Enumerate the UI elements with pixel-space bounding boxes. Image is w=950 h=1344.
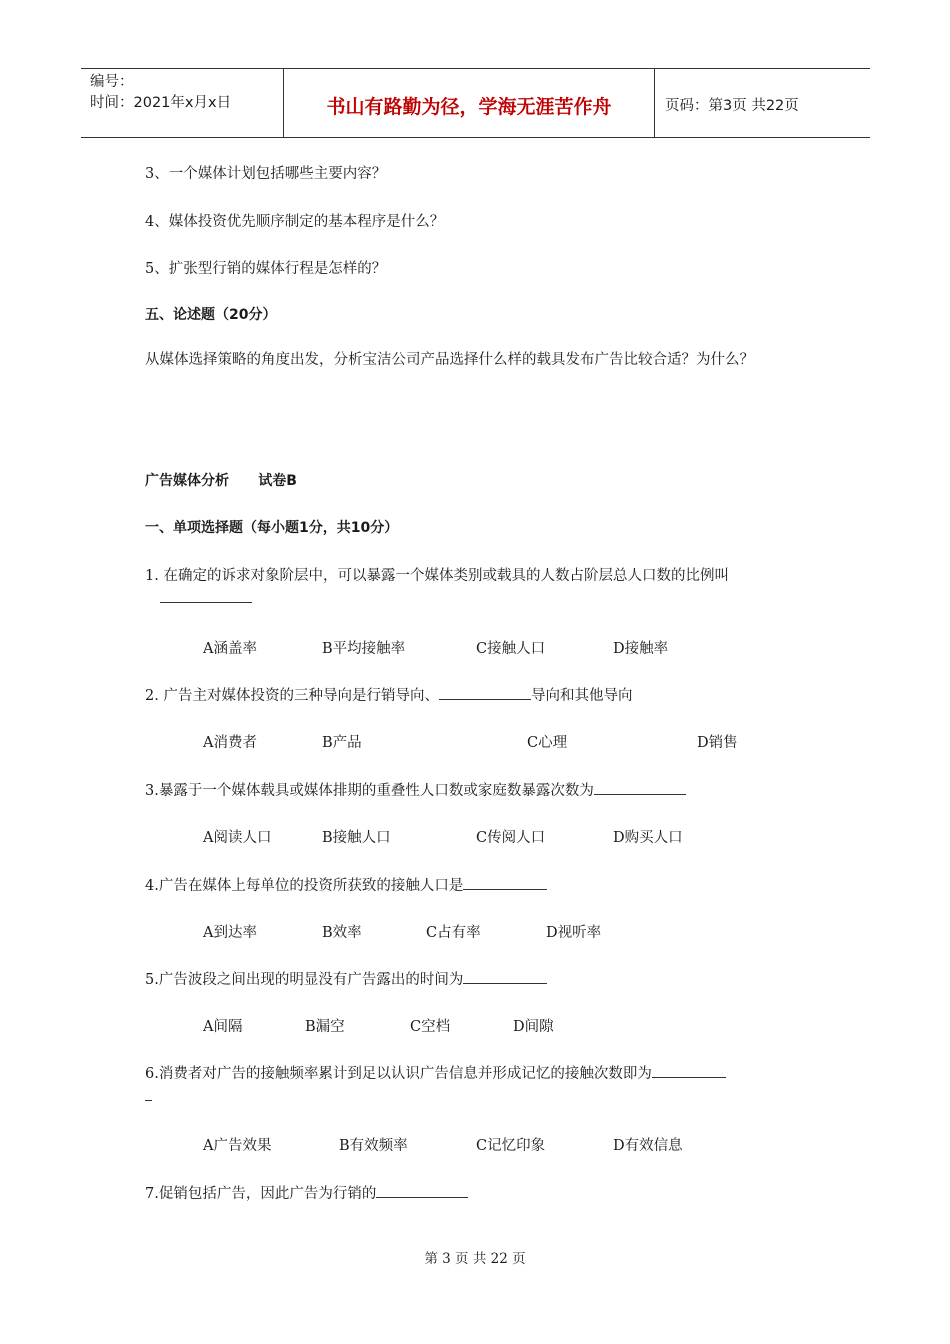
mcq-5-option-c: C空档 [410,1019,451,1035]
mcq-5-option-d: D间隙 [513,1019,554,1035]
question-3: 3、一个媒体计划包括哪些主要内容？ [145,166,387,182]
mcq-6-blank-cont [145,1086,152,1105]
mcq-5-option-a: A间隔 [203,1019,243,1035]
mcq-6-option-b: B有效频率 [339,1138,408,1154]
number-label: 编号： [90,74,134,90]
mcq-1-stem: 1. 在确定的诉求对象阶层中，可以暴露一个媒体类别或载具的人数占阶层总人口数的比例叫 [145,568,729,584]
section-5-title: 五、论述题（20分） [145,307,277,323]
mcq-2-stem-a: 2. 广告主对媒体投资的三种导向是行销导向、 [145,688,439,704]
mcq-1-option-c: C接触人口 [476,641,546,657]
page-footer: 第 3 页 共 22 页 [424,1251,526,1267]
mcq-2-blank [439,685,531,700]
header-page-label: 页码：第3页 共22页 [665,97,799,114]
exam-b-title: 广告媒体分析 试卷B [145,473,297,489]
mcq-7-blank [376,1183,468,1198]
mcq-2-option-a: A消费者 [203,735,257,751]
mcq-3-blank [594,780,686,795]
mcq-6-option-c: C记忆印象 [476,1138,546,1154]
mcq-6-stem-text: 6.消费者对广告的接触频率累计到足以认识广告信息并形成记忆的接触次数即为 [145,1066,652,1082]
mcq-3-stem-text: 3.暴露于一个媒体载具或媒体排期的重叠性人口数或家庭数暴露次数为 [145,783,594,799]
mcq-2-stem-b: 导向和其他导向 [530,688,633,704]
mcq-4-stem-text: 4.广告在媒体上每单位的投资所获致的接触人口是 [145,878,464,894]
mcq-4-option-a: A到达率 [203,925,257,941]
mcq-1-option-d: D接触率 [613,641,669,657]
mcq-1-blank-line [145,588,252,607]
mcq-3-option-a: A阅读人口 [203,830,272,846]
mcq-6-stem [145,1062,726,1083]
question-4: 4、媒体投资优先顺序制定的基本程序是什么？ [145,214,445,230]
mcq-4-stem [145,874,547,895]
header-meta [81,69,283,137]
question-5: 5、扩张型行销的媒体行程是怎样的？ [145,261,387,277]
mcq-2-option-b: B产品 [322,735,362,751]
mcq-7-stem-text: 7.促销包括广告，因此广告为行销的 [145,1186,377,1202]
mcq-4-option-b: B效率 [322,925,362,941]
mcq-5-blank [463,969,547,984]
section-1-title: 一、单项选择题（每小题1分，共10分） [145,520,399,536]
mcq-3-option-b: B接触人口 [322,830,391,846]
mcq-4-option-d: D视听率 [546,925,602,941]
mcq-4-blank [463,875,547,890]
mcq-5-stem-text: 5.广告波段之间出现的明显没有广告露出的时间为 [145,972,464,988]
mcq-7-stem [145,1182,468,1203]
section-5-text: 从媒体选择策略的角度出发，分析宝洁公司产品选择什么样的载具发布广告比较合适？为什么？ [145,352,754,368]
header-motto: 书山有路勤为径，学海无涯苦作舟 [283,69,655,137]
mcq-2-option-d: D销售 [697,735,738,751]
mcq-1-option-b: B平均接触率 [322,641,406,657]
mcq-1-option-a: A涵盖率 [203,641,257,657]
mcq-5-stem [145,968,547,989]
time-label: 时间：2021年x月x日 [90,95,232,111]
page-header [81,68,870,138]
mcq-6-option-d: D有效信息 [613,1138,683,1154]
mcq-4-option-c: C占有率 [426,925,481,941]
mcq-6-option-a: A广告效果 [203,1138,272,1154]
mcq-2-stem [145,684,632,705]
mcq-6-blank [652,1063,726,1078]
mcq-2-option-c: C心理 [527,735,568,751]
mcq-5-option-b: B漏空 [305,1019,345,1035]
mcq-3-option-d: D购买人口 [613,830,683,846]
mcq-3-option-c: C传阅人口 [476,830,546,846]
mcq-3-stem [145,779,686,800]
